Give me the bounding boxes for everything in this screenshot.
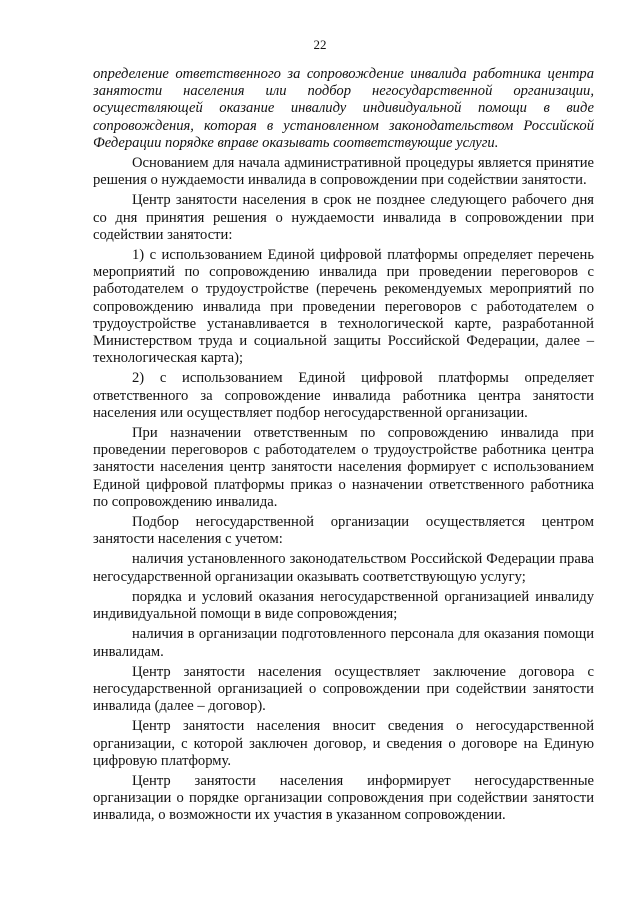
list-item-paragraph: наличия установленного законодательством Российской Федерации права негосударственной организации оказывать соответствующую услугу; [93,551,594,585]
paragraph: Центр занятости населения информирует негосударственные организации о порядке организации сопровождения при содействии занятости инвалида, о возможности их участия в указанном сопровождении. [93,772,594,824]
list-item-paragraph: наличия в организации подготовленного персонала для оказания помощи инвалидам. [93,626,594,660]
list-item-paragraph: 1) с использованием Единой цифровой платформы определяет перечень мероприятий по сопровождению инвалида при проведении переговоров с работодателем о трудоустройстве (перечень рекомендуемых мероприятий по сопровождению инвалида при проведении переговоров с работодателем о трудоустройстве устанавливается в технологической карте, разработанной Министерством труда и социальной защиты Российской Федерации, далее – технологическая карта); [93,247,594,367]
paragraph-intro-italic: определение ответственного за сопровождение инвалида работника центра занятости населения или подбор негосударственной организации, осуществляющей оказание инвалиду индивидуальной помощи в виде сопровождения, которая в установленном законодательством Российской Федерации порядке вправе оказывать соответствующие услуги. [93,66,594,151]
paragraph: Подбор негосударственной организации осуществляется центром занятости населения с учетом: [93,514,594,548]
list-item-paragraph: 2) с использованием Единой цифровой платформы определяет ответственного за сопровождение инвалида работника центра занятости населения или осуществляет подбор негосударственной организации. [93,370,594,421]
paragraph: Центр занятости населения осуществляет заключение договора с негосударственной организацией о сопровождении при содействии занятости инвалида (далее – договор). [93,663,594,715]
paragraph: Центр занятости населения вносит сведения о негосударственной организации, с которой заключен договор, и сведения о договоре на Единую цифровую платформу. [93,718,594,769]
page-number: 22 [313,37,327,52]
document-body [93,66,594,825]
list-item-paragraph: порядка и условий оказания негосударственной организацией инвалиду индивидуальной помощи в виде сопровождения; [93,588,594,623]
paragraph: Основанием для начала административной процедуры является принятие решения о нуждаемости инвалида в сопровождении при содействии занятости. [93,155,594,189]
paragraph: Центр занятости населения в срок не позднее следующего рабочего дня со дня принятия решения о нуждаемости инвалида в сопровождении при содействии занятости: [93,192,594,243]
paragraph: При назначении ответственным по сопровождению инвалида при проведении переговоров с работодателем о трудоустройстве работника центра занятости населения центр занятости населения формирует с использованием Единой цифровой платформы приказ о назначении ответственного работника по сопровождению инвалида. [93,425,594,510]
